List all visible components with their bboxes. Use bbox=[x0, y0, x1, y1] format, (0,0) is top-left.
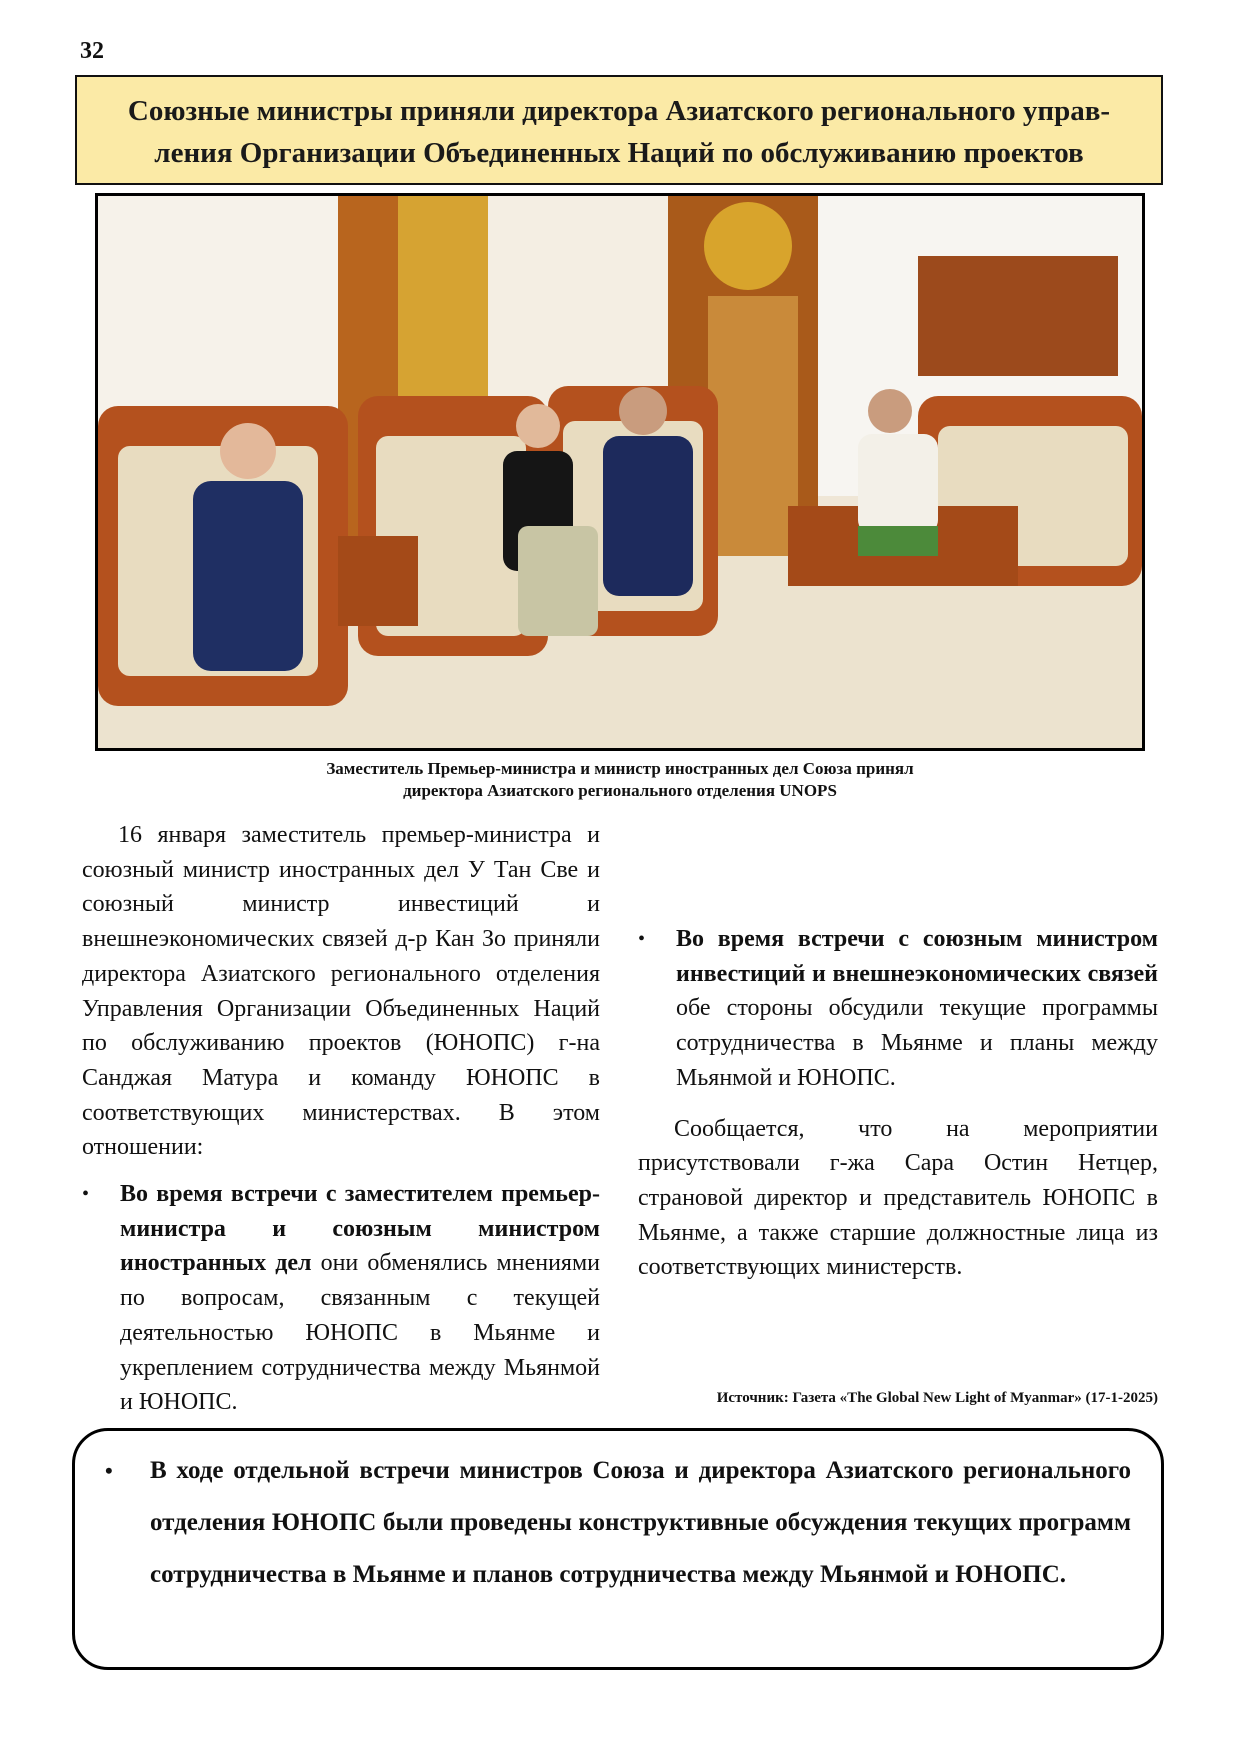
source-note: Источник: Газета «The Global New Light of Myanmar» (17-1-2025) bbox=[716, 1390, 1158, 1406]
bullet-2-bold: Во время встречи с союзным министром инвестиций и внешнеэкономических связей bbox=[676, 926, 1158, 987]
caption-line-1: Заместитель Премьер-министра и министр иностранных дел Союза принял bbox=[326, 759, 914, 778]
page-title bbox=[75, 75, 1163, 185]
article-column-right bbox=[638, 818, 1158, 1285]
article-column-left bbox=[82, 818, 600, 1420]
article-intro: 16 января заместитель премьер-министра и союзный министр иностранных дел У Тан Све и союзный министр инвестиций и внешнеэкономических связей д-р Кан Зо приняли директора Азиатского регионального отделения Управления Организации Объединенных Наций по обслуживанию проектов (ЮНОПС) г-на Санджая Матура и команду ЮНОПС в соответствующих министерствах. В этом отношении: bbox=[82, 822, 600, 1161]
article-bullet-2 bbox=[638, 922, 1158, 1096]
page-number: 32 bbox=[80, 38, 104, 64]
column-continuation-space bbox=[638, 818, 1158, 922]
summary-box bbox=[72, 1428, 1164, 1670]
bullet-icon: • bbox=[638, 928, 646, 950]
photo-caption bbox=[95, 758, 1145, 802]
meeting-photo bbox=[95, 193, 1145, 751]
article-closing: Сообщается, что на мероприятии присутствовали г-жа Сара Остин Нетцер, страновой директор и представитель ЮНОПС в Мьянме, а также старшие должностные лица из соответствующих министерств. bbox=[638, 1115, 1158, 1281]
bullet-icon: • bbox=[82, 1183, 90, 1206]
caption-line-2: директора Азиатского регионального отделения UNOPS bbox=[403, 781, 837, 800]
bullet-1-bold: Во время встречи с заместителем премьер-министра и союзным министром иностранных дел bbox=[120, 1181, 600, 1277]
meeting-photo-icon bbox=[98, 196, 1142, 748]
bullet-2-text: обе стороны обсудили текущие программы сотрудничества в Мьянме и планы между Мьянмой и ЮНОПС. bbox=[676, 995, 1158, 1091]
summary-text: В ходе отдельной встречи министров Союза и директора Азиатского регионального отделения ЮНОПС были проведены конструктивные обсуждения текущих программ сотрудничества в Мьянме и планов сотрудничества между Мьянмой и ЮНОПС. bbox=[150, 1457, 1131, 1588]
article-bullet-1 bbox=[82, 1177, 600, 1420]
bullet-1-text: они обменялись мнениями по вопросам, связанным с текущей деятельностью ЮНОПС в Мьянме и укреплением сотрудничества между Мьянмой и ЮНОПС. bbox=[120, 1250, 600, 1416]
bullet-icon: • bbox=[105, 1458, 113, 1483]
title-line-2: ления Организации Объединенных Наций по обслуживанию проектов bbox=[154, 137, 1084, 169]
summary-bullet bbox=[105, 1445, 1131, 1601]
title-line-1: Союзные министры приняли директора Азиатского регионального управ- bbox=[127, 95, 1111, 127]
